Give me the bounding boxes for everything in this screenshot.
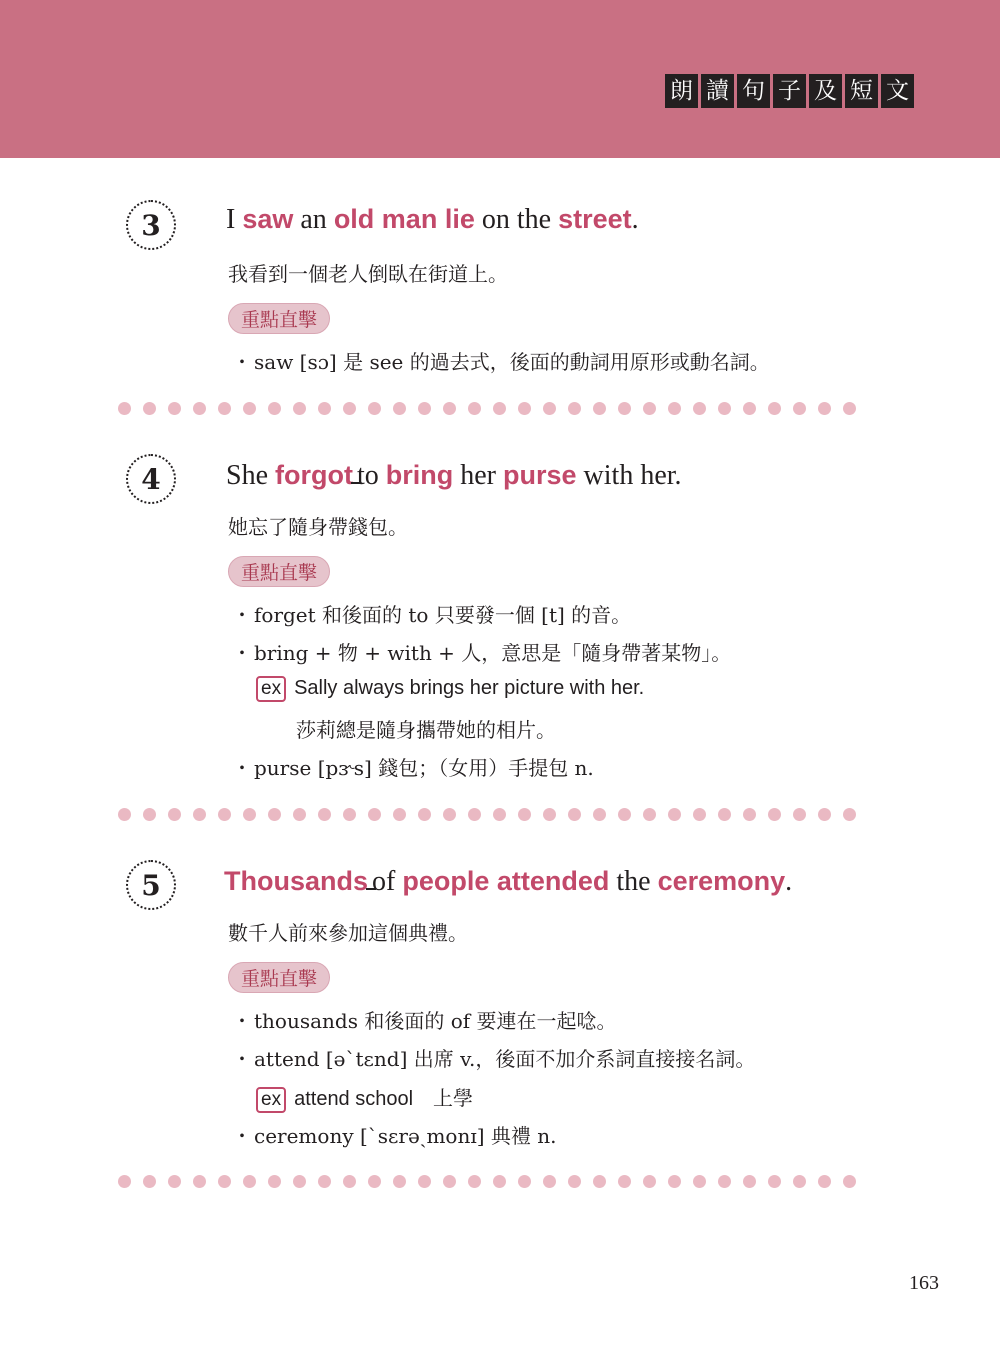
chinese-translation: 我看到一個老人倒臥在街道上。: [228, 262, 508, 286]
title-char: 文: [881, 74, 914, 108]
example-line: [256, 676, 644, 702]
dotted-divider: [118, 1175, 856, 1188]
key-point: [232, 346, 770, 375]
keyword: street: [558, 204, 632, 234]
chapter-title: [665, 74, 914, 108]
title-char: 子: [773, 74, 806, 108]
example-text: Sally always brings her picture with her.: [294, 677, 645, 699]
item-number: 4: [126, 454, 176, 504]
key-point: [232, 599, 631, 628]
chinese-translation: 數千人前來參加這個典禮。: [228, 921, 468, 945]
bullet-dot: ・: [232, 350, 252, 374]
dotted-divider: [118, 402, 856, 415]
keyword: people attended: [402, 866, 610, 897]
key-points-badge: 重點直擊: [228, 303, 330, 334]
keyword: saw: [242, 204, 294, 234]
sentence-text: an: [293, 204, 334, 235]
key-point-text: forget 和後面的 to 只要發一個 [t] 的音。: [254, 603, 632, 627]
key-point-text: bring + 物 + with + 人，意思是「隨身帶著某物」。: [254, 641, 732, 665]
key-point: [232, 1120, 557, 1149]
title-char: 句: [737, 74, 770, 108]
english-sentence: [226, 457, 682, 492]
sentence-text: the: [609, 866, 658, 898]
key-point-text: ceremony [ˋsɛrəˏmonɪ] 典禮 n.: [254, 1124, 557, 1148]
bullet-dot: ・: [232, 1047, 252, 1071]
keyword: Thousands: [224, 866, 369, 897]
key-point: [232, 752, 594, 781]
page-number: 163: [909, 1272, 939, 1294]
item-number: 5: [126, 860, 176, 910]
key-points-badge: 重點直擊: [228, 556, 330, 587]
keyword: purse: [503, 460, 577, 491]
title-char: 及: [809, 74, 842, 108]
english-sentence: [226, 204, 639, 236]
bullet-dot: ・: [232, 603, 252, 627]
key-point: [232, 1043, 755, 1072]
title-char: 朗: [665, 74, 698, 108]
example-translation: 莎莉總是隨身攜帶她的相片。: [296, 718, 556, 742]
sentence-text: with her.: [576, 460, 682, 492]
keyword: ceremony: [657, 866, 786, 897]
bullet-dot: ・: [232, 1124, 252, 1148]
sentence-text: .: [631, 204, 639, 235]
sentence-text: She: [226, 460, 275, 492]
example-text: attend school 上學: [294, 1088, 474, 1110]
sentence-text: of: [372, 866, 403, 898]
key-point: [232, 1005, 617, 1034]
bullet-dot: ・: [232, 756, 252, 780]
sentence-text: her: [453, 460, 504, 492]
key-point-text: attend [əˋtɛnd] 出席 v.，後面不加介系詞直接接名詞。: [254, 1047, 756, 1071]
dotted-divider: [118, 808, 856, 821]
key-points-badge: 重點直擊: [228, 962, 330, 993]
key-point-text: saw [sɔ] 是 see 的過去式，後面的動詞用原形或動名詞。: [254, 350, 770, 374]
key-point-text: thousands 和後面的 of 要連在一起唸。: [254, 1009, 617, 1033]
english-sentence: [224, 863, 792, 898]
title-char: 短: [845, 74, 878, 108]
bullet-dot: ・: [232, 1009, 252, 1033]
key-point: [232, 637, 731, 666]
keyword: old man lie: [333, 204, 475, 234]
item-number: 3: [126, 200, 176, 250]
example-label: ex: [256, 1087, 286, 1113]
example-line: [256, 1082, 473, 1113]
example-label: ex: [256, 676, 286, 702]
title-char: 讀: [701, 74, 734, 108]
sentence-text: on the: [474, 204, 559, 235]
keyword: forgot: [275, 460, 353, 491]
chinese-translation: 她忘了隨身帶錢包。: [228, 515, 408, 539]
sentence-text: to: [356, 460, 386, 492]
key-point-text: purse [pɝs] 錢包；（女用）手提包 n.: [254, 756, 594, 780]
keyword: bring: [385, 460, 454, 491]
sentence-text: .: [785, 866, 793, 898]
bullet-dot: ・: [232, 641, 252, 665]
sentence-text: I: [226, 204, 243, 235]
